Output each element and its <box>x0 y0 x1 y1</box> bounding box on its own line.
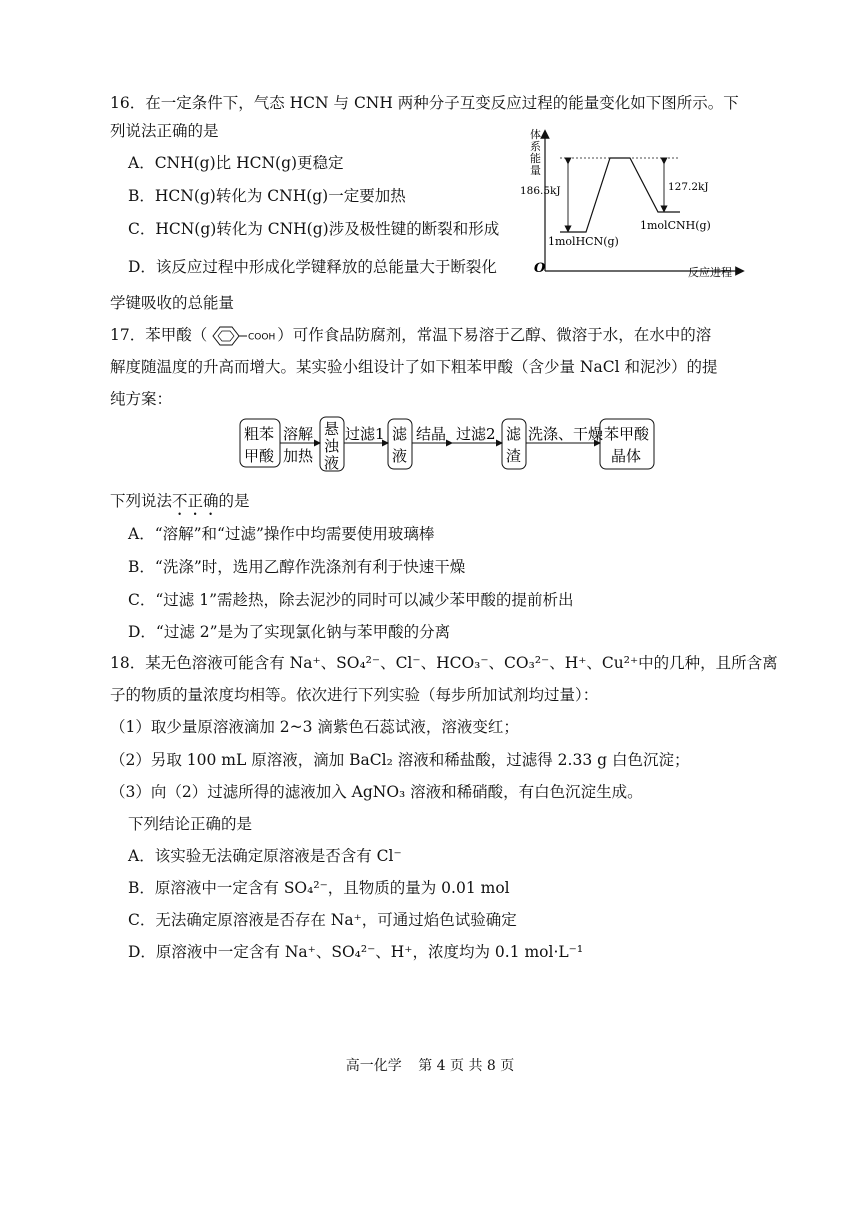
y-label-char: 系 <box>530 140 541 153</box>
flow-box-text: 苯甲酸 <box>604 425 650 443</box>
y-label-char: 能 <box>530 152 541 165</box>
q17-stem-line3: 纯方案： <box>110 390 173 408</box>
flow-arrow-text: 过滤1 <box>345 425 385 443</box>
origin-label: O <box>534 261 546 276</box>
flow-arrow-text: 加热 <box>283 447 314 465</box>
page-footer <box>0 1055 860 1075</box>
q18-option-a: A．该实验无法确定原溶液是否含有 Cl⁻ <box>128 847 402 865</box>
purification-flowchart <box>230 415 680 475</box>
q18-step-2: （2）另取 100 mL 原溶液，滴加 BaCl₂ 溶液和稀盐酸，过滤得 2.33 g 白色沉淀； <box>110 751 690 769</box>
q18-option-c: C．无法确定原溶液是否存在 Na⁺，可通过焰色试验确定 <box>128 911 517 929</box>
q17-option-b: B．“洗涤”时，选用乙醇作洗涤剂有利于快速干燥 <box>128 558 466 576</box>
flow-arrow-text: 过滤2 <box>456 425 496 443</box>
q18-ask: 下列结论正确的是 <box>128 815 253 833</box>
q18-stem-line1: 18．某无色溶液可能含有 Na⁺、SO₄²⁻、Cl⁻、HCO₃⁻、CO₃²⁻、H⁺、Cu²⁺中的几种，且所含离 <box>110 654 778 672</box>
q17-ask-suffix: 的是 <box>218 492 250 510</box>
q17-option-d: D．“过滤 2”是为了实现氯化钠与苯甲酸的分离 <box>128 623 451 641</box>
q17-option-c: C．“过滤 1”需趁热，除去泥沙的同时可以减少苯甲酸的提前析出 <box>128 591 574 609</box>
q17-stem-1a: 17．苯甲酸（ <box>110 326 208 344</box>
q17-stem-line1 <box>110 324 711 348</box>
flow-arrow-text: 洗涤、干燥 <box>528 425 604 443</box>
q16-option-d: D．该反应过程中形成化学键释放的总能量大于断裂化 <box>128 258 497 276</box>
q17-ask-emphasis: 不正确 <box>172 492 219 510</box>
footer-subject: 高一化学 <box>345 1058 402 1074</box>
right-gap-label: 127.2kJ <box>668 181 709 193</box>
q17-stem-line2: 解度随温度的升高而增大。某实验小组设计了如下粗苯甲酸（含少量 NaCl 和泥沙）的提 <box>110 358 718 376</box>
q18-option-b: B．原溶液中一定含有 SO₄²⁻，且物质的量为 0.01 mol <box>128 879 510 897</box>
y-label-char: 体 <box>530 128 541 141</box>
x-label: 反应进程 <box>688 266 732 279</box>
q16-option-b: B．HCN(g)转化为 CNH(g)一定要加热 <box>128 187 406 205</box>
flow-box-text: 液 <box>324 454 340 472</box>
flow-box-text: 甲酸 <box>244 447 275 465</box>
q17-ask <box>110 490 250 519</box>
flow-box-text: 渣 <box>506 447 522 465</box>
flow-box-text: 滤 <box>506 425 522 443</box>
flow-box-text: 浊 <box>324 437 340 455</box>
q16-option-c: C．HCN(g)转化为 CNH(g)涉及极性键的断裂和形成 <box>128 220 500 238</box>
benzoic-acid-structure <box>207 324 277 348</box>
q16-option-a: A．CNH(g)比 HCN(g)更稳定 <box>128 154 344 172</box>
flow-box-text: 晶体 <box>611 447 642 465</box>
footer-page-number: 第 4 页 共 8 页 <box>418 1058 515 1074</box>
flow-arrow-text: 溶解 <box>283 425 314 443</box>
q18-step-3: （3）向（2）过滤所得的滤液加入 AgNO₃ 溶液和稀硝酸，有白色沉淀生成。 <box>110 783 643 801</box>
q17-ask-prefix: 下列说法 <box>110 492 173 510</box>
cooh-label: COOH <box>248 332 276 343</box>
y-label-char: 量 <box>530 164 541 177</box>
flow-box-text: 悬 <box>324 420 340 438</box>
q18-stem-line2: 子的物质的量浓度均相等。依次进行下列实验（每步所加试剂均过量）： <box>110 686 599 704</box>
flow-box-text: 粗苯 <box>244 425 275 443</box>
flow-box-text: 滤 <box>392 425 408 443</box>
q16-stem-line2: 列说法正确的是 <box>110 122 219 140</box>
q18-step-1: （1）取少量原溶液滴加 2~3 滴紫色石蕊试液，溶液变红； <box>110 718 519 736</box>
q17-stem-1b: ）可作食品防腐剂，常温下易溶于乙醇、微溶于水，在水中的溶 <box>277 326 712 344</box>
energy-diagram <box>500 126 750 284</box>
q18-option-d: D．原溶液中一定含有 Na⁺、SO₄²⁻、H⁺，浓度均为 0.1 mol·L⁻¹ <box>128 943 584 961</box>
flow-arrow-text: 结晶 <box>416 425 447 443</box>
reactant-label: 1molHCN(g) <box>548 235 619 248</box>
flow-box-text: 液 <box>392 447 408 465</box>
product-label: 1molCNH(g) <box>640 219 711 232</box>
left-gap-label: 186.5kJ <box>520 185 561 197</box>
q17-option-a: A．“溶解”和“过滤”操作中均需要使用玻璃棒 <box>128 525 435 543</box>
q16-stem-line1: 16．在一定条件下，气态 HCN 与 CNH 两种分子互变反应过程的能量变化如下图所示。下 <box>110 94 739 112</box>
q16-option-d-continued: 学键吸收的总能量 <box>110 294 235 312</box>
